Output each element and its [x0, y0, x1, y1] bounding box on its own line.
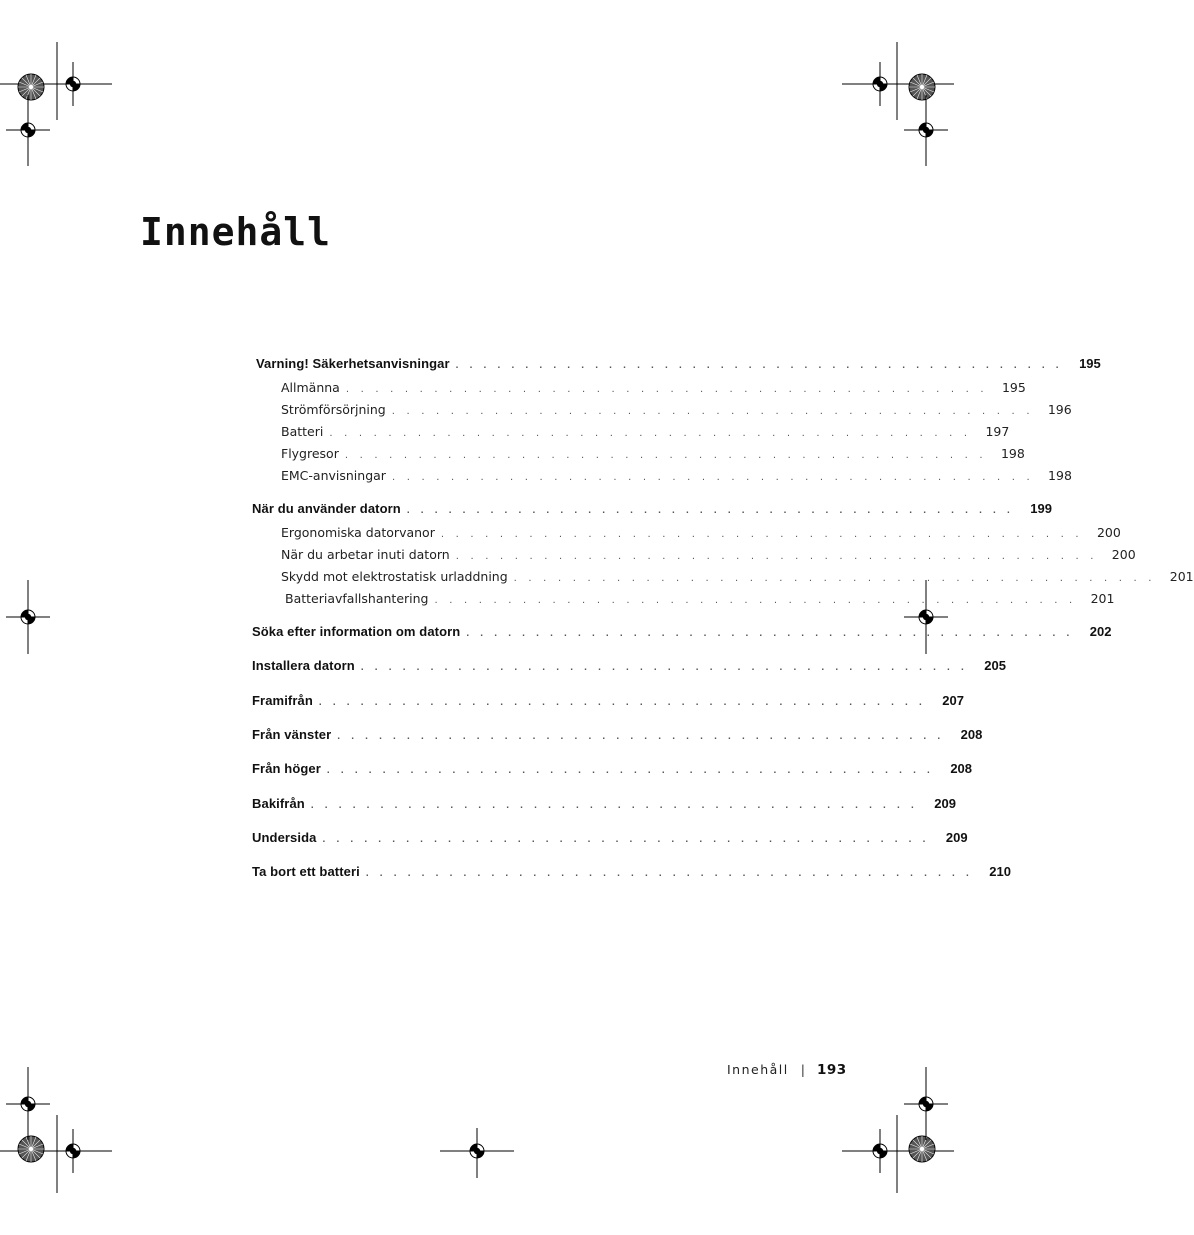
toc-subentry[interactable]: [281, 424, 1010, 439]
toc-subentry[interactable]: [281, 402, 1072, 417]
toc-subentry[interactable]: [281, 547, 1136, 562]
toc-leader-dots: . . . . . . . . . . . . . . . . . . . . . . . . . . . . . . . . . . . . . . . . . . . .: [455, 551, 1098, 562]
page-number: 193: [816, 1062, 847, 1078]
toc-page-number: 195: [1001, 380, 1026, 395]
toc-entry[interactable]: [252, 727, 983, 742]
toc-entry[interactable]: [252, 658, 1006, 673]
toc-subentry[interactable]: [281, 468, 1072, 483]
toc-entry-label: Framifrån: [252, 693, 313, 708]
toc-subentry[interactable]: [285, 591, 1115, 606]
toc-entry-label: Undersida: [252, 830, 317, 845]
toc-leader-dots: . . . . . . . . . . . . . . . . . . . . . . . . . . . . . . . . . . . . . . . . . . . .: [344, 450, 987, 461]
toc-entry-label: Allmänna: [281, 380, 340, 395]
toc-page-number: 208: [950, 761, 973, 776]
page-footer: [727, 1062, 847, 1078]
toc-page-number: 209: [945, 830, 968, 845]
toc-page-number: 209: [934, 796, 956, 811]
toc-entry[interactable]: [252, 864, 1011, 879]
toc-entry-label: Installera datorn: [252, 658, 355, 673]
toc-leader-dots: . . . . . . . . . . . . . . . . . . . . . . . . . . . . . . . . . . . . . . . . . . . .: [337, 731, 945, 742]
toc-subentry[interactable]: [281, 380, 1026, 395]
toc-entry-label: När du arbetar inuti datorn: [281, 547, 450, 562]
toc-page-number: 201: [1090, 591, 1115, 606]
toc-page-number: 201: [1169, 569, 1194, 584]
toc-entry-label: När du använder datorn: [252, 501, 401, 516]
toc-leader-dots: . . . . . . . . . . . . . . . . . . . . . . . . . . . . . . . . . . . . . . . . . . . .: [329, 428, 972, 439]
toc-entry-label: Strömförsörjning: [281, 402, 386, 417]
toc-subentry[interactable]: [281, 446, 1025, 461]
toc-leader-dots: . . . . . . . . . . . . . . . . . . . . . . . . . . . . . . . . . . . . . . . . . . . .: [440, 529, 1083, 540]
toc-page-number: 195: [1079, 356, 1101, 371]
toc-entry-label: Ta bort ett batteri: [252, 864, 360, 879]
toc-leader-dots: . . . . . . . . . . . . . . . . . . . . . . . . . . . . . . . . . . . . . . . . . . . .: [360, 662, 968, 673]
toc-entry-label: Varning! Säkerhetsanvisningar: [256, 356, 450, 371]
toc-subentry[interactable]: [281, 569, 1194, 584]
toc-entry-label: Från höger: [252, 761, 321, 776]
toc-entry-label: Flygresor: [281, 446, 339, 461]
toc-leader-dots: . . . . . . . . . . . . . . . . . . . . . . . . . . . . . . . . . . . . . . . . . . . .: [365, 868, 973, 879]
toc-leader-dots: . . . . . . . . . . . . . . . . . . . . . . . . . . . . . . . . . . . . . . . . . . . .: [434, 595, 1077, 606]
toc-page-number: 198: [1048, 468, 1072, 483]
toc-page-number: 208: [960, 727, 983, 742]
toc-leader-dots: . . . . . . . . . . . . . . . . . . . . . . . . . . . . . . . . . . . . . . . . . . . .: [466, 628, 1074, 639]
toc-entry-label: Ergonomiska datorvanor: [281, 525, 435, 540]
toc-page-number: 200: [1096, 525, 1121, 540]
toc-leader-dots: . . . . . . . . . . . . . . . . . . . . . . . . . . . . . . . . . . . . . . . . . . . .: [391, 406, 1034, 417]
toc-entry[interactable]: [252, 830, 968, 845]
toc-page-number: 210: [989, 864, 1011, 879]
toc-entry-label: Skydd mot elektrostatisk urladdning: [281, 569, 508, 584]
toc-page-number: 205: [984, 658, 1006, 673]
toc-page-number: 202: [1089, 624, 1112, 639]
toc-leader-dots: . . . . . . . . . . . . . . . . . . . . . . . . . . . . . . . . . . . . . . . . . . . .: [318, 697, 926, 708]
footer-section-name: Innehåll: [727, 1062, 789, 1077]
toc-page-number: 199: [1030, 501, 1052, 516]
toc-page-number: 200: [1111, 547, 1136, 562]
toc-leader-dots: . . . . . . . . . . . . . . . . . . . . . . . . . . . . . . . . . . . . . . . . . . . .: [513, 573, 1156, 584]
toc-entry[interactable]: [252, 501, 1052, 516]
toc-page-number: 197: [985, 424, 1010, 439]
toc-page-number: 198: [1000, 446, 1025, 461]
toc-leader-dots: . . . . . . . . . . . . . . . . . . . . . . . . . . . . . . . . . . . . . . . . . . . .: [345, 384, 988, 395]
toc-entry[interactable]: [252, 693, 964, 708]
toc-subentry[interactable]: [281, 525, 1121, 540]
footer-separator: |: [800, 1062, 805, 1077]
toc-page-number: 196: [1047, 402, 1072, 417]
toc-entry[interactable]: [256, 356, 1101, 371]
toc-entry-label: Från vänster: [252, 727, 332, 742]
toc-entry[interactable]: [252, 761, 973, 776]
toc-leader-dots: . . . . . . . . . . . . . . . . . . . . . . . . . . . . . . . . . . . . . . . . . . . .: [391, 472, 1034, 483]
toc-entry-label: Batteri: [281, 424, 324, 439]
toc-entry[interactable]: [252, 624, 1112, 639]
toc-leader-dots: . . . . . . . . . . . . . . . . . . . . . . . . . . . . . . . . . . . . . . . . . . . .: [326, 765, 935, 776]
toc-leader-dots: . . . . . . . . . . . . . . . . . . . . . . . . . . . . . . . . . . . . . . . . . . . .: [406, 505, 1014, 516]
toc-leader-dots: . . . . . . . . . . . . . . . . . . . . . . . . . . . . . . . . . . . . . . . . . . . .: [322, 834, 930, 845]
toc-entry[interactable]: [252, 796, 956, 811]
toc-entry-label: Söka efter information om datorn: [252, 624, 461, 639]
page-title: Innehåll: [140, 210, 332, 254]
toc-entry-label: Bakifrån: [252, 796, 305, 811]
toc-page-number: 207: [942, 693, 964, 708]
toc-leader-dots: . . . . . . . . . . . . . . . . . . . . . . . . . . . . . . . . . . . . . . . . . . . .: [455, 360, 1063, 371]
toc-entry-label: Batteriavfallshantering: [285, 591, 429, 606]
toc-leader-dots: . . . . . . . . . . . . . . . . . . . . . . . . . . . . . . . . . . . . . . . . . . . .: [310, 800, 918, 811]
toc-entry-label: EMC-anvisningar: [281, 468, 386, 483]
